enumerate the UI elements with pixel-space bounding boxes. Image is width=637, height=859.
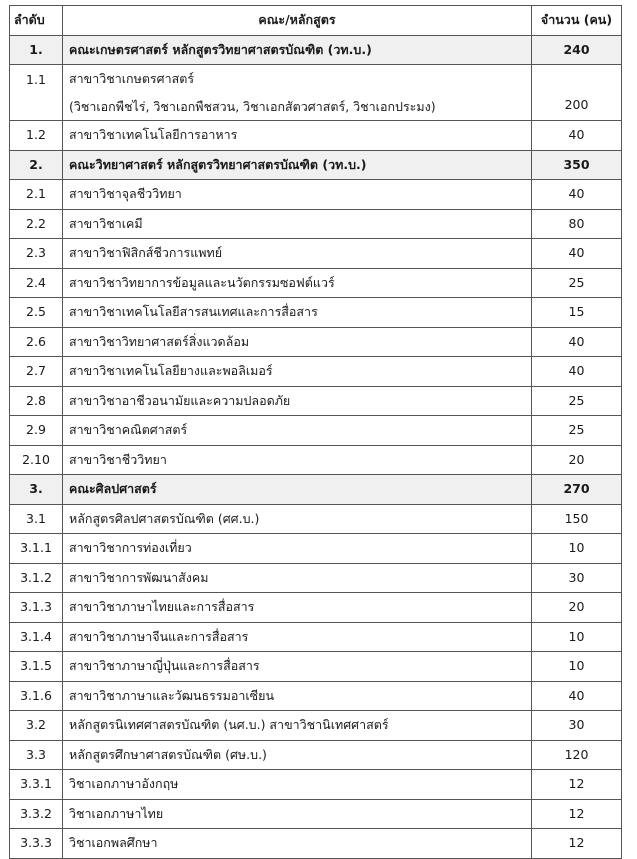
row-name: หลักสูตรศึกษาศาสตรบัณฑิต (ศษ.บ.): [69, 746, 267, 762]
table-row: [10, 622, 622, 652]
row-name: สาขาวิชาวิทยาศาสตร์สิ่งแวดล้อม: [69, 333, 250, 349]
row-name: วิชาเอกพลศึกษา: [69, 835, 158, 850]
row-count: 10: [532, 652, 622, 682]
row-name-cell: [63, 711, 532, 741]
row-number: 3.1.1: [10, 534, 63, 564]
row-name: สาขาวิชาชีววิทยา: [69, 451, 167, 467]
row-name-cell: [63, 327, 532, 357]
row-name-detail: (วิชาเอกพืชไร่, วิชาเอกพืชสวน, วิชาเอกสัตวศาสตร์, วิชาเอกประมง): [69, 99, 436, 114]
header-no: ลำดับ: [10, 6, 63, 36]
row-number: 2.: [10, 150, 63, 180]
faculty-row: [10, 150, 622, 180]
row-name: วิชาเอกภาษาอังกฤษ: [69, 776, 179, 791]
row-number: 3.3: [10, 740, 63, 770]
row-name-cell: [63, 239, 532, 269]
row-number: 3.1.6: [10, 681, 63, 711]
row-number: 1.2: [10, 121, 63, 151]
row-count: 200: [532, 65, 622, 121]
row-number: 2.10: [10, 445, 63, 475]
table-row: [10, 534, 622, 564]
row-count: 40: [532, 121, 622, 151]
row-name-cell: [63, 150, 532, 180]
row-name-cell: [63, 357, 532, 387]
row-name: สาขาวิชาเทคโนโลยียางและพอลิเมอร์: [69, 363, 273, 378]
row-count: 25: [532, 416, 622, 446]
row-number: 3.3.1: [10, 770, 63, 800]
row-name: สาขาวิชาภาษาญี่ปุ่นและการสื่อสาร: [69, 658, 260, 673]
row-name-cell: [63, 180, 532, 210]
row-number: 2.3: [10, 239, 63, 269]
table-row: [10, 121, 622, 151]
row-count: 40: [532, 681, 622, 711]
table-row: [10, 386, 622, 416]
row-number: 2.1: [10, 180, 63, 210]
table-row: [10, 504, 622, 534]
row-name-cell: [63, 534, 532, 564]
row-name: สาขาวิชาการท่องเที่ยว: [69, 540, 192, 555]
row-count: 40: [532, 239, 622, 269]
table-row: [10, 740, 622, 770]
row-name: สาขาวิชาอาชีวอนามัยและความปลอดภัย: [69, 392, 291, 408]
row-name-cell: [63, 475, 532, 505]
row-name: วิชาเอกภาษาไทย: [69, 805, 164, 821]
row-number: 2.8: [10, 386, 63, 416]
row-name-cell: [63, 681, 532, 711]
row-name-cell: [63, 504, 532, 534]
curriculum-table: [9, 5, 622, 859]
row-number: 1.: [10, 35, 63, 65]
row-number: 2.4: [10, 268, 63, 298]
row-count: 15: [532, 298, 622, 328]
row-name-cell: [63, 416, 532, 446]
row-name: คณะวิทยาศาสตร์ หลักสูตรวิทยาศาสตรบัณฑิต (วท.บ.): [69, 156, 367, 172]
row-count: 270: [532, 475, 622, 505]
row-count: 40: [532, 357, 622, 387]
table-row: [10, 357, 622, 387]
row-number: 3.3.3: [10, 829, 63, 859]
table-row: [10, 327, 622, 357]
faculty-row: [10, 475, 622, 505]
row-name-cell: [63, 298, 532, 328]
row-count: 10: [532, 534, 622, 564]
row-name: หลักสูตรศิลปศาสตรบัณฑิต (ศศ.บ.): [69, 510, 260, 526]
table-row: [10, 416, 622, 446]
row-count: 30: [532, 711, 622, 741]
row-name-cell: [63, 65, 532, 121]
table-row: [10, 799, 622, 829]
header-name: คณะ/หลักสูตร: [63, 6, 532, 36]
row-name: หลักสูตรนิเทศศาสตรบัณฑิต (นศ.บ.) สาขาวิชานิเทศศาสตร์: [69, 717, 389, 732]
row-count: 12: [532, 829, 622, 859]
row-name-cell: [63, 563, 532, 593]
row-number: 1.1: [10, 65, 63, 121]
row-name: สาขาวิชาเทคโนโลยีการอาหาร: [69, 127, 238, 142]
row-name: สาขาวิชาเทคโนโลยีสารสนเทศและการสื่อสาร: [69, 304, 318, 319]
row-number: 3.1.5: [10, 652, 63, 682]
row-count: 240: [532, 35, 622, 65]
table-row: [10, 268, 622, 298]
table-body: [10, 35, 622, 858]
table-row: [10, 652, 622, 682]
row-number: 3.2: [10, 711, 63, 741]
row-name: คณะเกษตรศาสตร์ หลักสูตรวิทยาศาสตรบัณฑิต (วท.บ.): [69, 41, 372, 57]
row-name: สาขาวิชาฟิสิกส์ชีวการแพทย์: [69, 245, 223, 260]
table-row: [10, 298, 622, 328]
row-number: 2.2: [10, 209, 63, 239]
row-number: 3.1.4: [10, 622, 63, 652]
row-count: 350: [532, 150, 622, 180]
row-name-cell: [63, 740, 532, 770]
row-number: 3.1.3: [10, 593, 63, 623]
row-count: 25: [532, 386, 622, 416]
row-name-cell: [63, 268, 532, 298]
row-name: สาขาวิชาเคมี: [69, 215, 143, 231]
table-row: [10, 829, 622, 859]
table-row: [10, 180, 622, 210]
row-name-cell: [63, 593, 532, 623]
row-number: 2.7: [10, 357, 63, 387]
row-name-cell: [63, 799, 532, 829]
row-count: 150: [532, 504, 622, 534]
row-number: 3.: [10, 475, 63, 505]
row-name-cell: [63, 35, 532, 65]
row-name: คณะศิลปศาสตร์: [69, 481, 157, 496]
table-row: [10, 770, 622, 800]
table-header-row: [10, 6, 622, 36]
row-count: 20: [532, 445, 622, 475]
row-name-cell: [63, 770, 532, 800]
curriculum-table-wrapper: [9, 5, 622, 859]
row-number: 3.1.2: [10, 563, 63, 593]
row-count: 30: [532, 563, 622, 593]
row-number: 2.9: [10, 416, 63, 446]
header-count: จำนวน (คน): [532, 6, 622, 36]
row-count: 25: [532, 268, 622, 298]
row-name-cell: [63, 121, 532, 151]
row-number: 2.5: [10, 298, 63, 328]
faculty-row: [10, 35, 622, 65]
row-number: 3.3.2: [10, 799, 63, 829]
row-name-cell: [63, 829, 532, 859]
table-row: [10, 65, 622, 121]
row-name-cell: [63, 386, 532, 416]
row-count: 120: [532, 740, 622, 770]
row-name: สาขาวิชาคณิตศาสตร์: [69, 422, 188, 437]
table-row: [10, 681, 622, 711]
row-name-cell: [63, 622, 532, 652]
row-name-cell: [63, 445, 532, 475]
table-row: [10, 711, 622, 741]
row-name: สาขาวิชาวิทยาการข้อมูลและนวัตกรรมซอฟต์แวร์: [69, 274, 335, 290]
table-row: [10, 209, 622, 239]
row-count: 20: [532, 593, 622, 623]
table-row: [10, 563, 622, 593]
row-count: 12: [532, 799, 622, 829]
row-name: สาขาวิชาเกษตรศาสตร์: [69, 71, 195, 86]
table-row: [10, 239, 622, 269]
row-name: สาขาวิชาการพัฒนาสังคม: [69, 569, 209, 585]
row-name: สาขาวิชาจุลชีววิทยา: [69, 186, 182, 201]
table-row: [10, 593, 622, 623]
row-name-cell: [63, 209, 532, 239]
row-count: 40: [532, 327, 622, 357]
row-number: 2.6: [10, 327, 63, 357]
row-name: สาขาวิชาภาษาไทยและการสื่อสาร: [69, 599, 255, 614]
row-name: สาขาวิชาภาษาจีนและการสื่อสาร: [69, 628, 249, 644]
row-number: 3.1: [10, 504, 63, 534]
row-name-cell: [63, 652, 532, 682]
row-name: สาขาวิชาภาษาและวัฒนธรรมอาเซียน: [69, 687, 274, 703]
row-count: 40: [532, 180, 622, 210]
row-count: 10: [532, 622, 622, 652]
row-count: 80: [532, 209, 622, 239]
table-row: [10, 445, 622, 475]
row-count: 12: [532, 770, 622, 800]
